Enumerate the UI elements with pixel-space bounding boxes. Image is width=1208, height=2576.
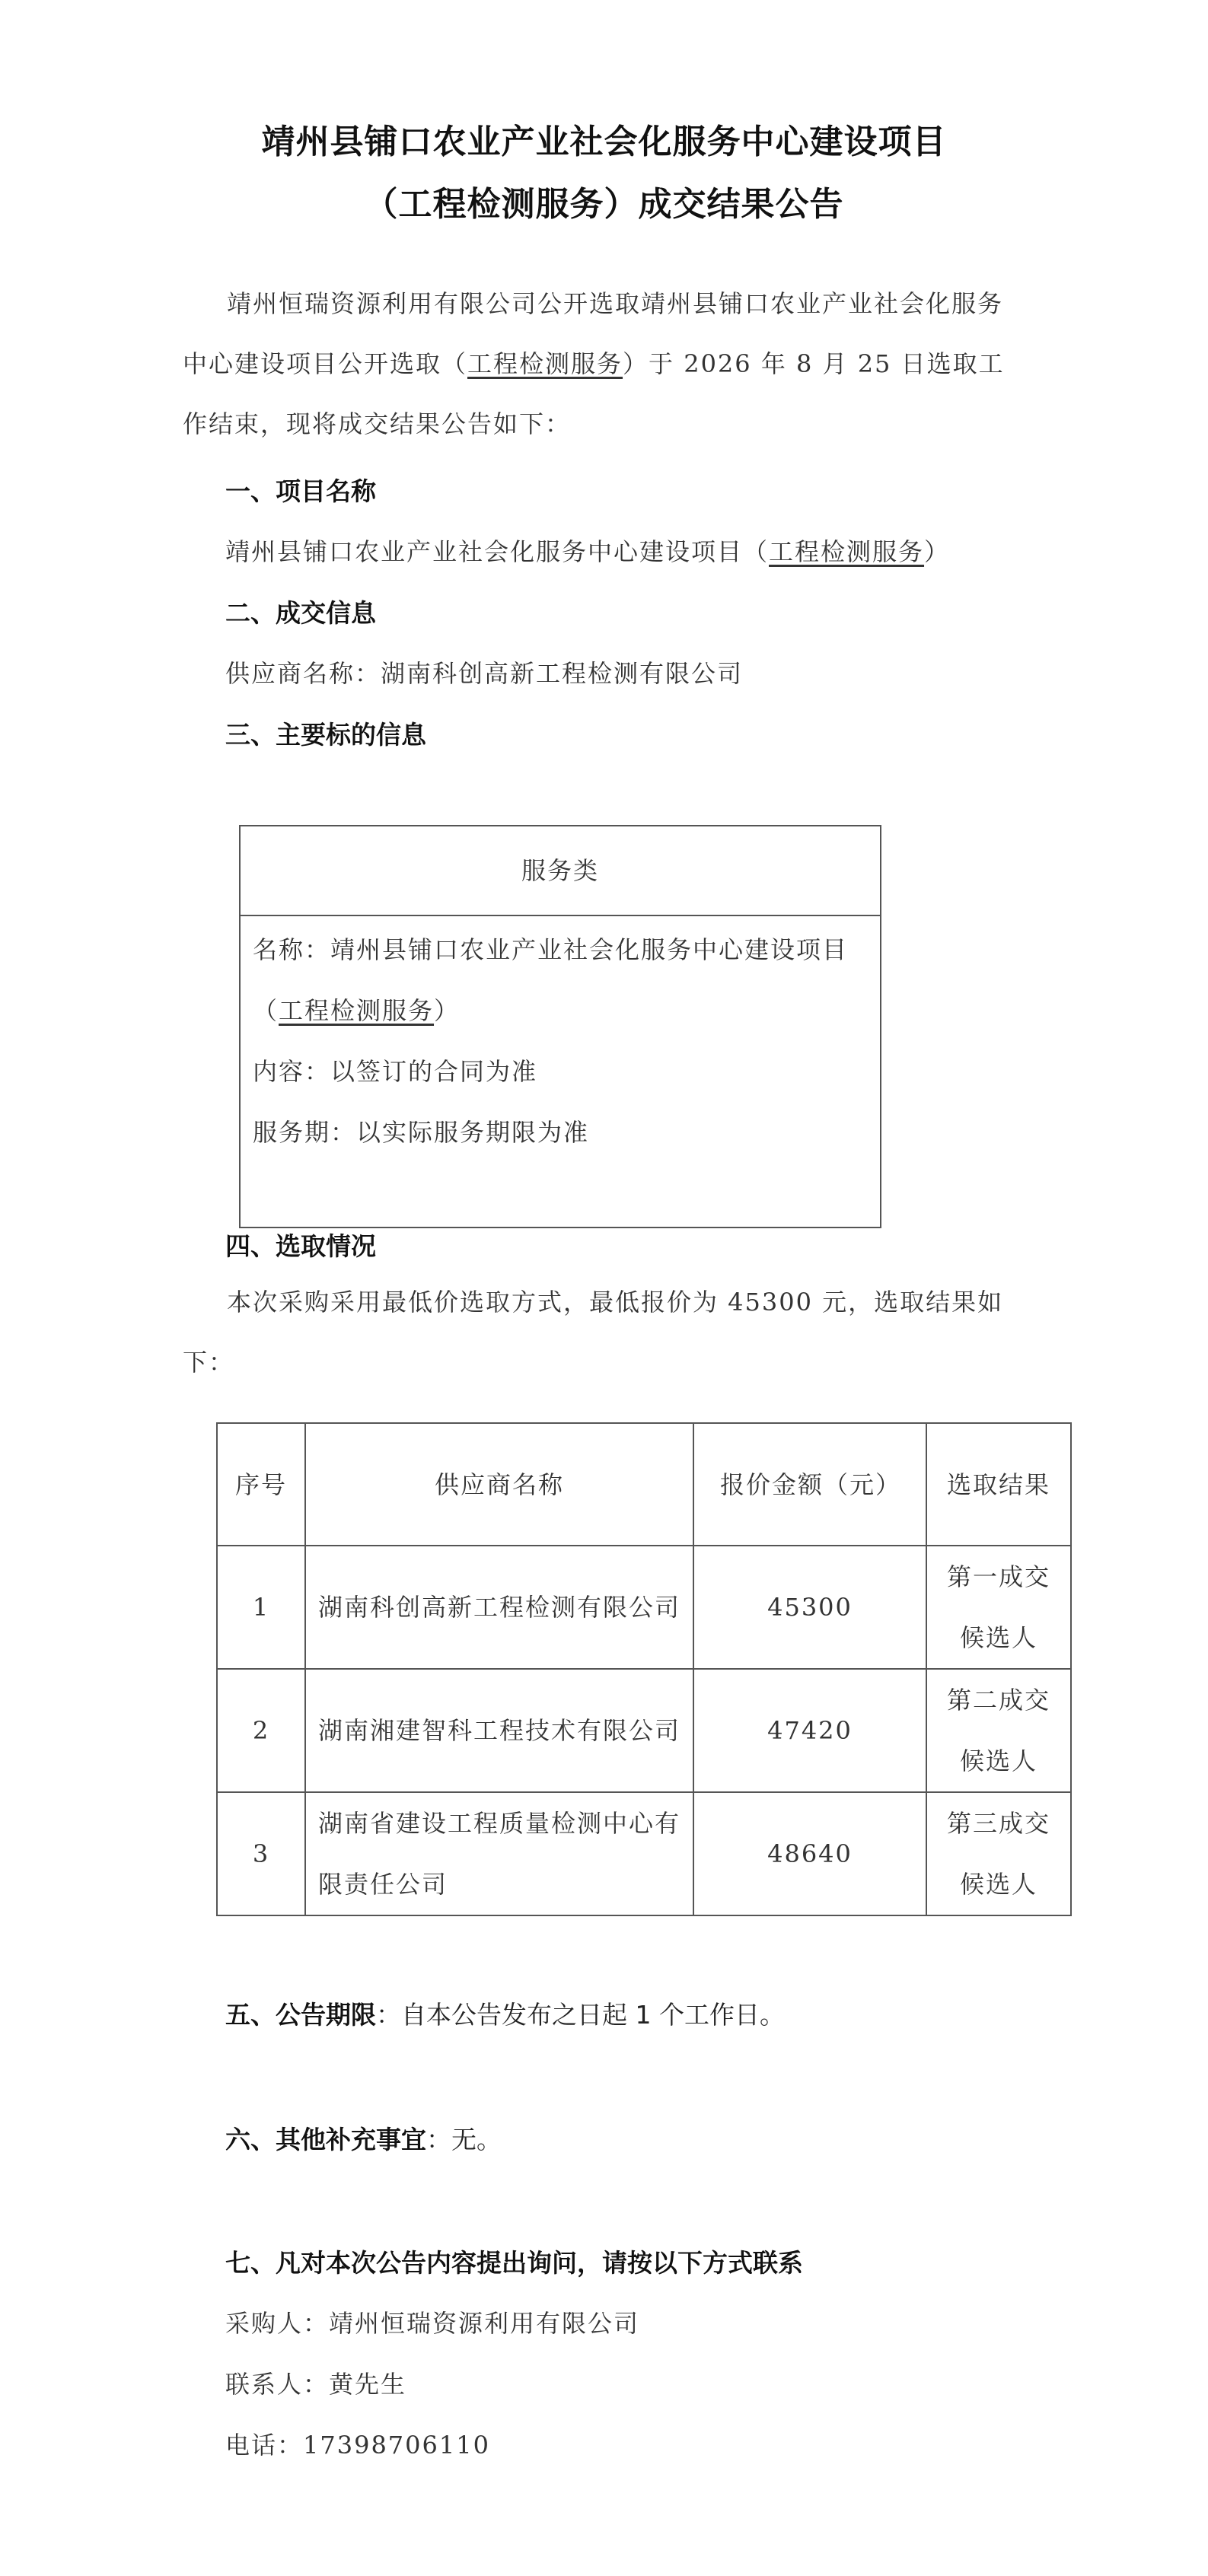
section6-heading (225, 2120, 502, 2156)
section2-heading: 二、成交信息 (225, 598, 376, 628)
subject-info-box (239, 825, 881, 1228)
project-name-text-a: 靖州县铺口农业产业社会化服务中心建设项目（ (225, 537, 770, 566)
page-title-line1: 靖州县铺口农业产业社会化服务中心建设项目 (261, 123, 947, 161)
header-supplier: 供应商名称 (305, 1423, 693, 1546)
row-price: 47420 (693, 1669, 926, 1792)
intro-underlined-service: 工程检测服务 (467, 349, 623, 378)
subject-name-underlined: 工程检测服务 (279, 996, 435, 1025)
page-title-line2: （工程检测服务）成交结果公告 (364, 185, 844, 224)
intro-text-b: ）于 2026 年 8 月 25 日选取工作结束，现将成交结果公告如下： (183, 349, 1005, 438)
section4-heading: 四、选取情况 (225, 1231, 376, 1261)
row-supplier: 湖南科创高新工程检测有限公司 (305, 1546, 693, 1669)
phone-line: 电话：17398706110 (225, 2431, 490, 2460)
intro-text-a: 靖州恒瑞资源利用有限公司公开选取靖州县铺口农业产业社会化服务中心建设项目公开选取（ (183, 289, 1004, 378)
intro-paragraph (183, 274, 1028, 454)
section5-text: ：自本公告发布之日起 1 个工作日。 (376, 2000, 785, 2030)
header-result: 选取结果 (926, 1423, 1071, 1546)
header-no: 序号 (217, 1423, 305, 1546)
buyer-line: 采购人：靖州恒瑞资源利用有限公司 (225, 2309, 640, 2338)
header-price: 报价金额（元） (693, 1423, 926, 1546)
row-no: 2 (217, 1669, 305, 1792)
table-row (217, 1669, 1071, 1792)
row-price: 48640 (693, 1792, 926, 1915)
subject-info-box-body (241, 916, 880, 1163)
subject-name (253, 919, 868, 1041)
subject-content: 内容：以签订的合同为准 (253, 1057, 538, 1086)
selection-paragraph: 本次采购采用最低价选取方式，最低报价为 45300 元，选取结果如下： (183, 1288, 1004, 1377)
subject-info-box-header: 服务类 (241, 826, 880, 916)
row-supplier: 湖南省建设工程质量检测中心有限责任公司 (305, 1792, 693, 1915)
section5-heading (225, 1995, 785, 2031)
supplier-name-line: 供应商名称：湖南科创高新工程检测有限公司 (225, 659, 744, 688)
row-supplier: 湖南湘建智科工程技术有限公司 (305, 1669, 693, 1792)
section1-heading: 一、项目名称 (225, 476, 376, 506)
table-header-row (217, 1423, 1071, 1546)
project-name-line (225, 533, 950, 568)
row-no: 3 (217, 1792, 305, 1915)
table-row (217, 1546, 1071, 1669)
subject-name-text-b: ） (434, 996, 461, 1025)
table-row (217, 1792, 1071, 1915)
section6-heading-label: 六、其他补充事宜 (225, 2125, 426, 2154)
section6-text: ：无。 (426, 2125, 502, 2154)
row-result: 第二成交候选人 (926, 1669, 1071, 1792)
row-no: 1 (217, 1546, 305, 1669)
row-result: 第一成交候选人 (926, 1546, 1071, 1669)
section3-heading: 三、主要标的信息 (225, 720, 426, 750)
row-result: 第三成交候选人 (926, 1792, 1071, 1915)
subject-name-text-a: 名称：靖州县铺口农业产业社会化服务中心建设项目（ (253, 935, 849, 1025)
section7-heading: 七、凡对本次公告内容提出询问，请按以下方式联系 (225, 2248, 803, 2278)
selection-results-table (216, 1422, 1072, 1916)
row-price: 45300 (693, 1546, 926, 1669)
section5-heading-label: 五、公告期限 (225, 2000, 376, 2030)
project-name-text-b: ） (924, 537, 951, 566)
subject-period: 服务期：以实际服务期限为准 (253, 1118, 590, 1147)
project-name-underlined: 工程检测服务 (769, 537, 925, 566)
contact-line: 联系人：黄先生 (225, 2370, 407, 2399)
